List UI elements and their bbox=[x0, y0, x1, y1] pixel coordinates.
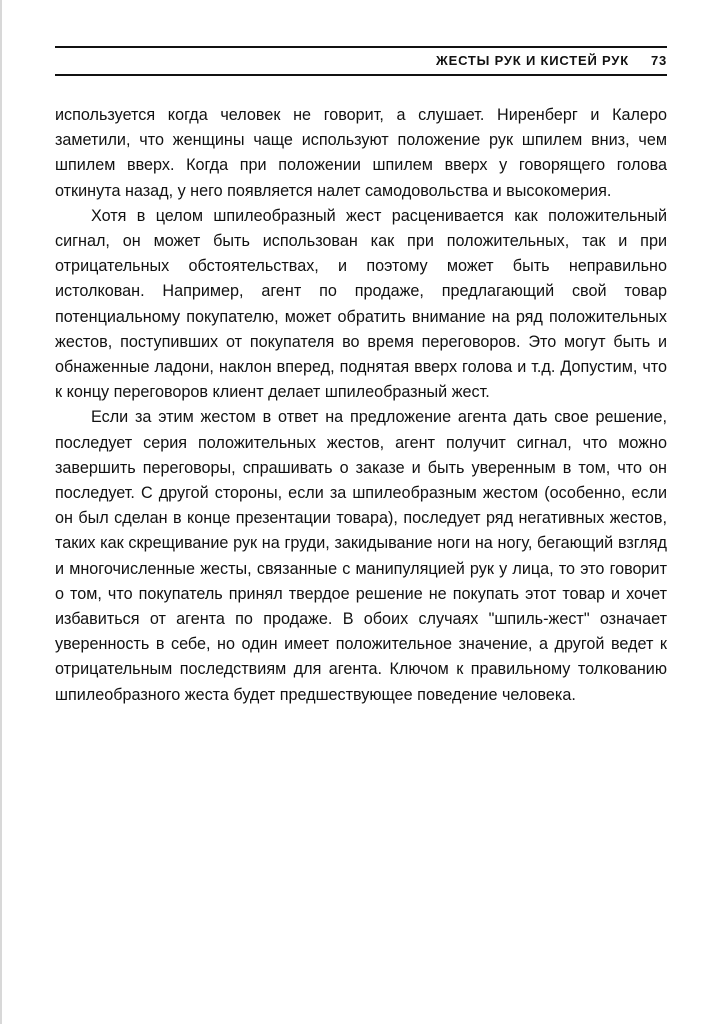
header-rule-bottom bbox=[55, 74, 667, 76]
chapter-title: ЖЕСТЫ РУК И КИСТЕЙ РУК bbox=[436, 53, 629, 68]
page-edge bbox=[0, 0, 2, 1024]
running-header bbox=[55, 46, 667, 78]
running-head bbox=[436, 53, 667, 68]
body-text bbox=[55, 103, 667, 708]
paragraph: Хотя в целом шпилеобразный жест расценивается как положительный сигнал, он может быть использован как при положительных, так и при отрицательных обстоятельствах, и поэтому может быть неправильно истолкован. Например, агент по продаже, предлагающий свой товар потенциальному покупателю, может обратить внимание на ряд положительных жестов, поступивших от покупателя во время переговоров. Это могут быть и обнаженные ладони, наклон вперед, поднятая вверх голова и т.д. Допустим, что к концу переговоров клиент делает шпилеобразный жест. bbox=[55, 206, 667, 402]
header-rule-top bbox=[55, 46, 667, 48]
paragraph-continuation: используется когда человек не говорит, а слушает. Ниренберг и Калеро заметили, что женщины чаще используют положение рук шпилем вниз, чем шпилем вверх. Когда при положении шпилем вверх у говорящего голова откинута назад, у него появляется налет самодовольства и высокомерия. bbox=[55, 106, 667, 200]
paragraph: Если за этим жестом в ответ на предложение агента дать свое решение, последует серия положительных жестов, агент получит сигнал, что можно завершить переговоры, спрашивать о заказе и быть уверенным в том, что он последует. С другой стороны, если за шпилеобразным жестом (особенно, если он был сделан в конце презентации товара), последует ряд негативных жестов, таких как скрещивание рук на груди, закидывание ноги на ногу, бегающий взгляд и многочисленные жесты, связанные с манипуляцией рук у лица, то это говорит о том, что покупатель принял твердое решение не покупать этот товар и хочет избавиться от агента по продаже. В обоих случаях "шпиль-жест" означает уверенность в себе, но один имеет положительное значение, а другой ведет к отрицательным последствиям для агента. Ключом к правильному толкованию шпилеобразного жеста будет предшествующее поведение человека. bbox=[55, 408, 667, 704]
page-number: 73 bbox=[650, 53, 667, 68]
